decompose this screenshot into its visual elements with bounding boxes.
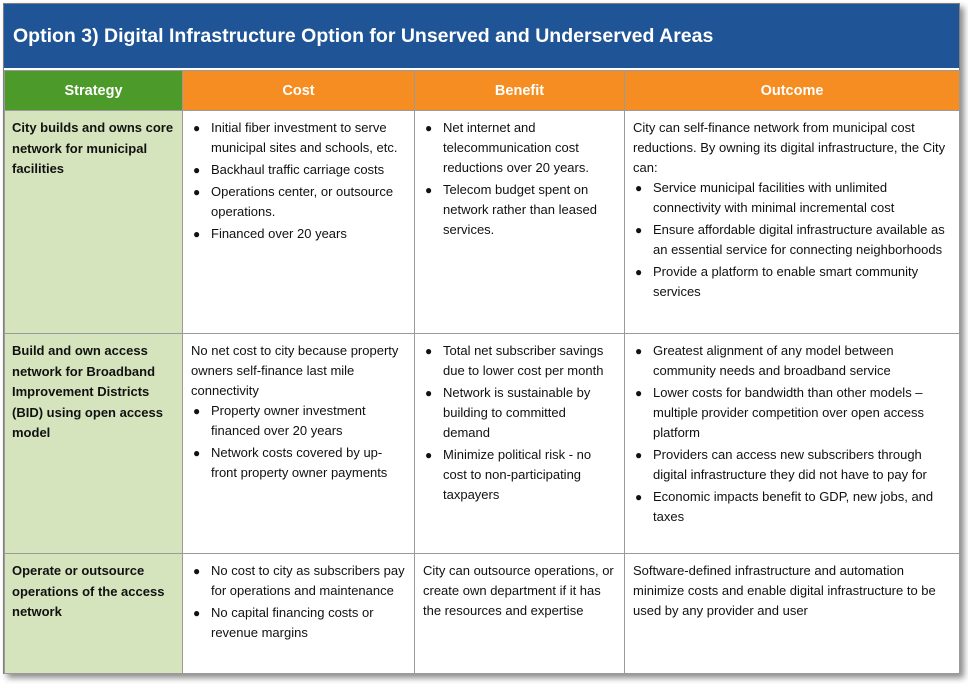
header-benefit: Benefit — [415, 71, 625, 111]
bullet-dot-icon: ● — [193, 564, 201, 578]
list-item — [191, 182, 406, 222]
list-item-text: Financed over 20 years — [211, 226, 347, 241]
benefit-bullet-list — [423, 118, 616, 240]
bullet-dot-icon: ● — [425, 386, 433, 400]
bullet-dot-icon: ● — [425, 183, 433, 197]
bullet-dot-icon: ● — [425, 121, 433, 135]
cost-cell — [183, 554, 415, 674]
table-row — [5, 111, 960, 334]
bullet-dot-icon: ● — [425, 448, 433, 462]
outcome-bullet-list — [633, 341, 951, 527]
infographic-frame — [3, 3, 960, 674]
list-item-text: Property owner investment financed over 20 years — [211, 403, 366, 438]
list-item — [191, 224, 406, 244]
list-item — [423, 445, 616, 505]
list-item-text: Ensure affordable digital infrastructure available as an essential service for connecting neighborhoods — [653, 222, 945, 257]
outcome-cell — [625, 554, 960, 674]
bullet-dot-icon: ● — [635, 448, 643, 462]
strategy-table — [4, 70, 960, 674]
list-item — [633, 341, 951, 381]
bullet-dot-icon: ● — [193, 185, 201, 199]
outcome-bullet-list — [633, 178, 951, 302]
bullet-dot-icon: ● — [193, 227, 201, 241]
list-item-text: Network is sustainable by building to committed demand — [443, 385, 591, 440]
list-item — [633, 178, 951, 218]
table-row — [5, 334, 960, 554]
outcome-intro-text: City can self-finance network from municipal cost reductions. By owning its digital infrastructure, the City can: — [633, 120, 946, 175]
bullet-dot-icon: ● — [635, 344, 643, 358]
strategy-cell: Operate or outsource operations of the access network — [5, 554, 183, 674]
strategy-cell: Build and own access network for Broadband Improvement Districts (BID) using open access model — [5, 334, 183, 554]
bullet-dot-icon: ● — [193, 163, 201, 177]
list-item — [633, 383, 951, 443]
bullet-dot-icon: ● — [635, 223, 643, 237]
page-title — [4, 4, 959, 70]
list-item — [191, 160, 406, 180]
list-item-text: Total net subscriber savings due to lower cost per month — [443, 343, 604, 378]
list-item — [633, 262, 951, 302]
list-item-text: Net internet and telecommunication cost reductions over 20 years. — [443, 120, 589, 175]
bullet-dot-icon: ● — [635, 490, 643, 504]
bullet-dot-icon: ● — [635, 181, 643, 195]
list-item-text: Operations center, or outsource operations. — [211, 184, 394, 219]
list-item — [191, 603, 406, 643]
table-row — [5, 554, 960, 674]
bullet-dot-icon: ● — [193, 404, 201, 418]
cost-bullet-list — [191, 118, 406, 244]
list-item-text: Initial fiber investment to serve municipal sites and schools, etc. — [211, 120, 398, 155]
list-item-text: Telecom budget spent on network rather than leased services. — [443, 182, 597, 237]
outcome-cell — [625, 334, 960, 554]
cost-intro-text: No net cost to city because property owners self-finance last mile connectivity — [191, 343, 399, 398]
list-item — [423, 383, 616, 443]
list-item-text: Backhaul traffic carriage costs — [211, 162, 385, 177]
bullet-dot-icon: ● — [635, 265, 643, 279]
list-item-text: Greatest alignment of any model between community needs and broadband service — [653, 343, 894, 378]
list-item — [423, 180, 616, 240]
benefit-cell — [415, 554, 625, 674]
page-title-text: Option 3) Digital Infrastructure Option for Unserved and Underserved Areas — [13, 24, 714, 47]
header-outcome: Outcome — [625, 71, 960, 111]
cost-bullet-list — [191, 561, 406, 643]
outcome-intro-text: Software-defined infrastructure and automation minimize costs and enable digital infrastructure to be used by any provider and user — [633, 563, 936, 618]
list-item-text: Service municipal facilities with unlimited connectivity with minimal incremental cost — [653, 180, 895, 215]
benefit-intro-text: City can outsource operations, or create own department if it has the resources and expertise — [423, 563, 614, 618]
list-item — [423, 118, 616, 178]
list-item-text: No capital financing costs or revenue margins — [211, 605, 374, 640]
cost-cell — [183, 111, 415, 334]
bullet-dot-icon: ● — [193, 446, 201, 460]
list-item — [191, 401, 406, 441]
list-item — [633, 487, 951, 527]
header-strategy: Strategy — [5, 71, 183, 111]
benefit-bullet-list — [423, 341, 616, 505]
table-header-row — [5, 71, 960, 111]
list-item-text: Economic impacts benefit to GDP, new jobs, and taxes — [653, 489, 934, 524]
header-cost: Cost — [183, 71, 415, 111]
outcome-cell — [625, 111, 960, 334]
list-item — [191, 443, 406, 483]
strategy-cell: City builds and owns core network for municipal facilities — [5, 111, 183, 334]
list-item — [633, 445, 951, 485]
cost-cell — [183, 334, 415, 554]
list-item-text: Lower costs for bandwidth than other models – multiple provider competition over open access platform — [653, 385, 924, 440]
list-item-text: Minimize political risk - no cost to non-participating taxpayers — [443, 447, 592, 502]
list-item — [423, 341, 616, 381]
cost-bullet-list — [191, 401, 406, 483]
list-item-text: Provide a platform to enable smart community services — [653, 264, 919, 299]
list-item-text: Network costs covered by up-front property owner payments — [211, 445, 388, 480]
list-item — [191, 118, 406, 158]
list-item — [633, 220, 951, 260]
bullet-dot-icon: ● — [193, 121, 201, 135]
list-item — [191, 561, 406, 601]
bullet-dot-icon: ● — [635, 386, 643, 400]
list-item-text: Providers can access new subscribers through digital infrastructure they did not have to pay for — [653, 447, 927, 482]
list-item-text: No cost to city as subscribers pay for operations and maintenance — [211, 563, 405, 598]
bullet-dot-icon: ● — [425, 344, 433, 358]
benefit-cell — [415, 111, 625, 334]
benefit-cell — [415, 334, 625, 554]
bullet-dot-icon: ● — [193, 606, 201, 620]
